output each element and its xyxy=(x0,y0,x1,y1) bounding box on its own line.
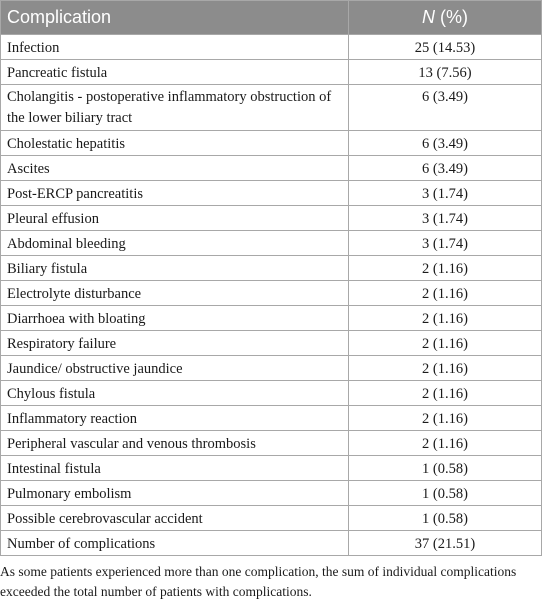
complication-name-cell: Biliary fistula xyxy=(1,256,349,281)
table-row xyxy=(1,85,542,131)
table-row xyxy=(1,381,542,406)
complication-name-cell: Cholangitis - postoperative inflammatory obstruction of the lower biliary tract xyxy=(1,85,349,131)
complication-name-cell: Intestinal fistula xyxy=(1,456,349,481)
column-header-complication: Complication xyxy=(1,1,349,35)
table-row xyxy=(1,531,542,556)
complication-count-cell: 6 (3.49) xyxy=(349,131,542,156)
complication-name-cell: Ascites xyxy=(1,156,349,181)
table-row xyxy=(1,306,542,331)
table-row xyxy=(1,231,542,256)
table-row xyxy=(1,456,542,481)
table-row xyxy=(1,156,542,181)
complication-count-cell: 1 (0.58) xyxy=(349,506,542,531)
table-row xyxy=(1,356,542,381)
table-body xyxy=(1,35,542,556)
complication-name-cell: Electrolyte disturbance xyxy=(1,281,349,306)
table-row xyxy=(1,60,542,85)
complication-count-cell: 2 (1.16) xyxy=(349,331,542,356)
complication-count-cell: 13 (7.56) xyxy=(349,60,542,85)
table-header xyxy=(1,1,542,35)
complication-name-cell: Abdominal bleeding xyxy=(1,231,349,256)
complication-count-cell: 2 (1.16) xyxy=(349,406,542,431)
complication-count-cell: 2 (1.16) xyxy=(349,281,542,306)
complication-name-cell: Infection xyxy=(1,35,349,60)
complication-count-cell: 3 (1.74) xyxy=(349,206,542,231)
table-row xyxy=(1,331,542,356)
complication-count-cell: 2 (1.16) xyxy=(349,256,542,281)
header-row xyxy=(1,1,542,35)
table-footnote: As some patients experienced more than one complication, the sum of individual complications exceeded the total number of patients with complications. xyxy=(0,564,517,599)
complication-count-cell: 2 (1.16) xyxy=(349,356,542,381)
complication-name-cell: Pleural effusion xyxy=(1,206,349,231)
complication-count-cell: 1 (0.58) xyxy=(349,456,542,481)
complication-count-cell: 3 (1.74) xyxy=(349,181,542,206)
complication-name-cell: Chylous fistula xyxy=(1,381,349,406)
table-row xyxy=(1,131,542,156)
percent-label: (%) xyxy=(435,7,468,27)
table-row xyxy=(1,506,542,531)
complication-name-cell: Possible cerebrovascular accident xyxy=(1,506,349,531)
complication-name-cell: Cholestatic hepatitis xyxy=(1,131,349,156)
complication-count-cell: 25 (14.53) xyxy=(349,35,542,60)
table-row xyxy=(1,35,542,60)
complication-count-cell: 3 (1.74) xyxy=(349,231,542,256)
table-row xyxy=(1,181,542,206)
complication-count-cell: 2 (1.16) xyxy=(349,431,542,456)
complication-name-cell: Pulmonary embolism xyxy=(1,481,349,506)
complication-name-cell: Inflammatory reaction xyxy=(1,406,349,431)
complication-name-cell: Post-ERCP pancreatitis xyxy=(1,181,349,206)
complication-name-cell: Jaundice/ obstructive jaundice xyxy=(1,356,349,381)
complication-count-cell: 6 (3.49) xyxy=(349,156,542,181)
complication-count-cell: 37 (21.51) xyxy=(349,531,542,556)
table-row xyxy=(1,431,542,456)
table-row xyxy=(1,406,542,431)
complication-name-cell: Pancreatic fistula xyxy=(1,60,349,85)
complication-count-cell: 1 (0.58) xyxy=(349,481,542,506)
complication-name-cell: Diarrhoea with bloating xyxy=(1,306,349,331)
table-row xyxy=(1,281,542,306)
complication-count-cell: 2 (1.16) xyxy=(349,306,542,331)
complication-name-cell: Number of complications xyxy=(1,531,349,556)
complication-count-cell: 2 (1.16) xyxy=(349,381,542,406)
complication-count-cell: 6 (3.49) xyxy=(349,85,542,131)
complication-name-cell: Peripheral vascular and venous thrombosis xyxy=(1,431,349,456)
table-row xyxy=(1,206,542,231)
column-header-n-percent xyxy=(349,1,542,35)
table-row xyxy=(1,481,542,506)
table-row xyxy=(1,256,542,281)
complication-name-cell: Respiratory failure xyxy=(1,331,349,356)
n-symbol: N xyxy=(422,7,435,27)
